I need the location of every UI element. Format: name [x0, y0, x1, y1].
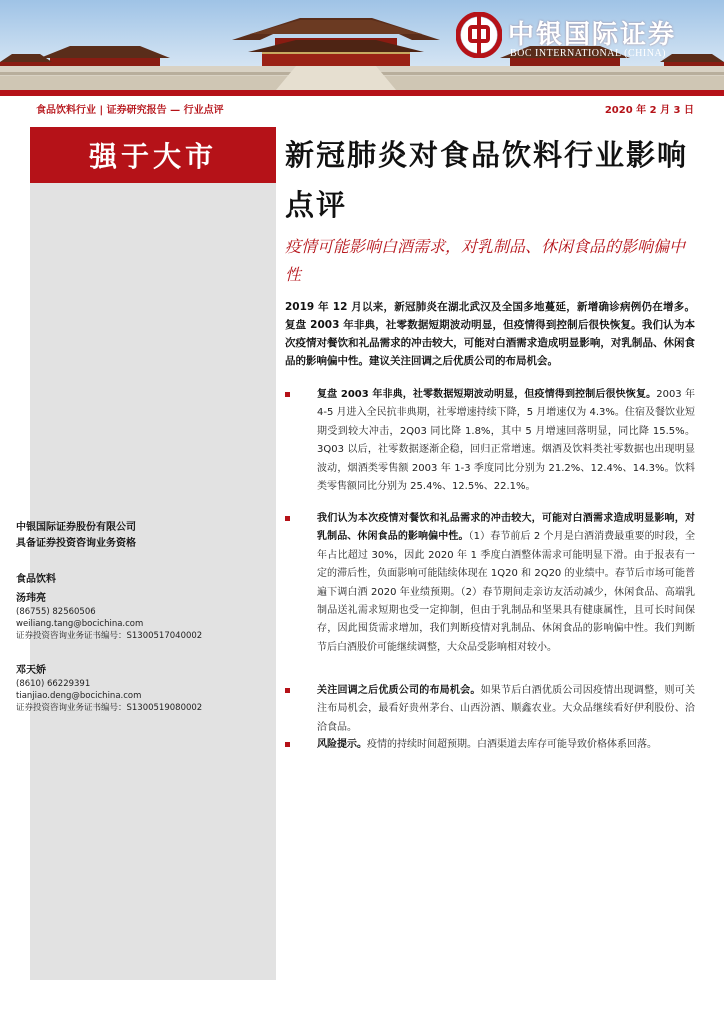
company-info	[16, 520, 236, 552]
sector-label: 食品饮料	[16, 574, 56, 585]
report-date: 2020 年 2 月 3 日	[604, 105, 694, 116]
report-summary: 2019 年 12 月以来，新冠肺炎在湖北武汉及全国多地蔓延，新增确诊病例仍在增多。复盘 2003 年非典，社零数据短期波动明显，但疫情得到控制后很快恢复。我们认为本次疫情对餐饮和礼品需求的冲击较大，可能对白酒需求造成明显影响，对乳制品、休闲食品的影响偏中性。建议关注回调之后优质公司的布局机会。	[285, 301, 695, 367]
analyst-card	[16, 589, 242, 642]
bullet-square-icon	[285, 742, 290, 747]
analyst-email[interactable]: tianjiao.deng@bocichina.com	[16, 691, 142, 701]
rating-label: 强于大市	[88, 140, 217, 173]
analyst-card	[16, 661, 242, 714]
brand-name-en: BOC INTERNATIONAL (CHINA)	[510, 48, 667, 59]
analyst-email[interactable]: weiliang.tang@bocichina.com	[16, 619, 144, 629]
bullet-square-icon	[285, 392, 290, 397]
boc-logo-icon	[456, 12, 502, 58]
bullet-text	[317, 386, 695, 496]
header-rule	[0, 90, 724, 96]
bullet-body: 如果节后白酒优质公司因疫情出现调整，则可关注布局机会，最看好贵州茅台、山西汾酒、顺鑫农业。大众品继续看好伊利股份、洽洽食品。	[317, 685, 696, 733]
bullet-body: 疫情的持续时间超预期。白酒渠道去库存可能导致价格体系回落。	[367, 739, 657, 750]
company-qualification: 具备证券投资咨询业务资格	[16, 538, 136, 549]
rating-box	[30, 127, 276, 183]
bullet-item	[285, 736, 695, 776]
bullet-lead: 复盘 2003 年非典，社零数据短期波动明显，但疫情得到控制后很快恢复。	[317, 389, 657, 400]
bullet-square-icon	[285, 516, 290, 521]
sidebar	[30, 127, 276, 980]
bullet-item	[285, 510, 695, 678]
bullet-text	[317, 510, 695, 657]
analyst-license: 证券投资咨询业务证书编号：S1300519080002	[16, 703, 203, 713]
bullet-body: （1）春节前后 2 个月是白酒消费最重要的时段，全年占比超过 30%，因此 2020 年 1 季度白酒整体需求可能明显下滑。由于报表有一定的滞后性，负面影响可能陆续体现在 1Q20 和 2Q20 的业绩中。春节后市场可能普遍下调白酒 2020 年业绩预期。（2）春节期间走亲访友活动减少，休闲食品、高端乳制品送礼需求短期也受一定抑制，但由于乳制品和坚果具有健康属性，且可长时间保存，因此囤货需求增加，我们判断疫情对乳制品、休闲食品的影响偏中性。我们判断节后白酒股价可能继续调整，大众品受影响相对较小。	[317, 531, 695, 653]
header-banner	[0, 0, 724, 90]
bullet-body: 2003 年 4-5 月进入全民抗非典期，社零增速持续下降，5 月增速仅为 4.3%。住宿及餐饮业短期受到较大冲击，2Q03 同比降 1.8%，其中 5 月增速回落明显，同比降 15.5%。3Q03 以后，社零数据逐渐企稳，回归正常增速。烟酒及饮料类社零数据也出现明显波动，烟酒类零售额 2003 年 1-3 季度同比分别为 21.2%、12.4%、14.3%。饮料类零售额同比分别为 25.4%、12.5%、22.1%。	[317, 389, 695, 493]
analyst-license: 证券投资咨询业务证书编号：S1300517040002	[16, 631, 203, 641]
bullet-text	[317, 736, 695, 754]
meta-line	[30, 101, 694, 117]
bullet-lead: 我们认为本次疫情对餐饮和礼品需求的冲击较大，可能对白酒需求造成明显影响，对乳制品、休闲食品的影响偏中性。	[317, 513, 695, 543]
bullet-item	[285, 682, 695, 732]
brand-name-cn: 中银国际证券	[508, 20, 677, 50]
report-subtitle: 疫情可能影响白酒需求，对乳制品、休闲食品的影响偏中性	[285, 237, 686, 284]
brand-logo	[456, 12, 718, 68]
bullet-text	[317, 682, 695, 737]
bullet-lead: 风险提示。	[317, 739, 367, 750]
company-name: 中银国际证券股份有限公司	[16, 522, 136, 533]
analyst-name: 汤玮亮	[16, 593, 46, 604]
bullet-lead: 关注回调之后优质公司的布局机会。	[317, 685, 481, 696]
breadcrumb: 食品饮料行业 | 证券研究报告 — 行业点评	[36, 105, 224, 116]
report-title: 新冠肺炎对食品饮料行业影响点评	[285, 138, 689, 222]
analyst-phone: (8610) 66229391	[16, 679, 91, 689]
bullet-square-icon	[285, 688, 290, 693]
bullet-item	[285, 386, 695, 508]
analyst-phone: (86755) 82560506	[16, 607, 96, 617]
analyst-name: 邓天娇	[16, 665, 46, 676]
